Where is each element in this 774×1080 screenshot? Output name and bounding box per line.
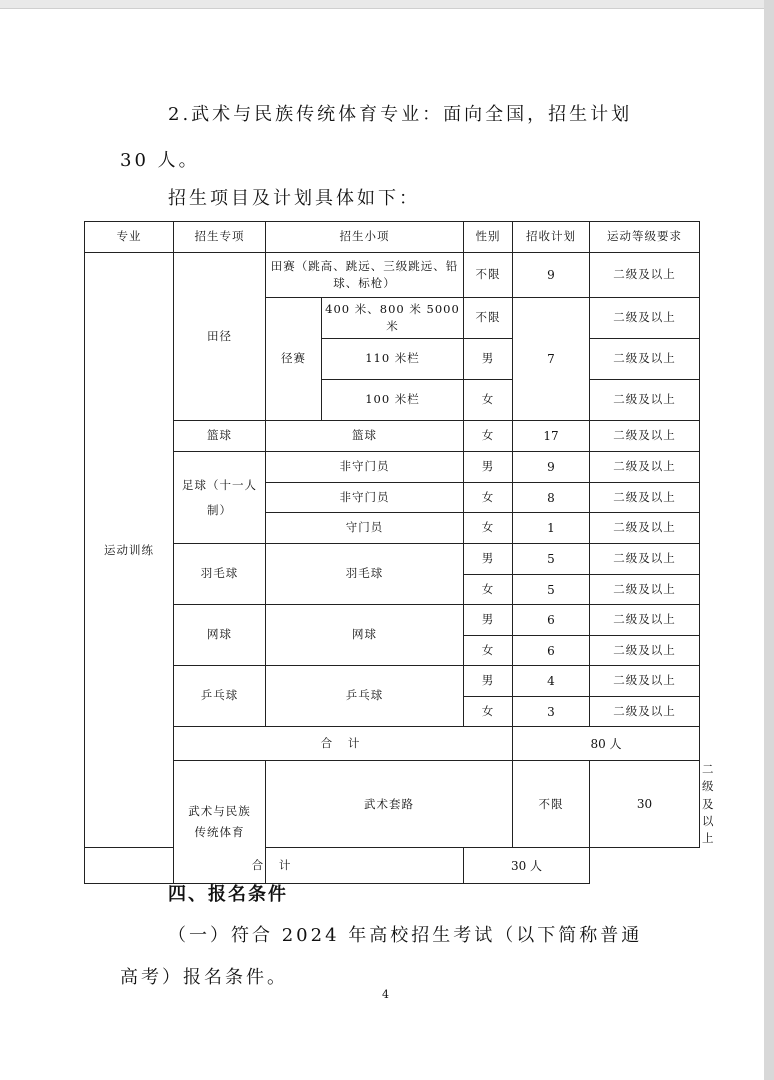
plan-cell: 5: [513, 544, 590, 575]
plan-cell: 3: [513, 697, 590, 727]
major-wushu-cell: 武术与民族传统体育: [174, 761, 266, 884]
event-cell: 网球: [266, 605, 464, 666]
header-gender: 性别: [464, 222, 513, 253]
track-100-event: 100 米栏: [322, 380, 464, 421]
gender-cell: 男: [464, 339, 513, 380]
gender-cell: 女: [464, 380, 513, 421]
event-cell: 武术套路: [266, 761, 513, 848]
gender-cell: 男: [464, 452, 513, 483]
requirement-cell: 二级及以上: [590, 253, 700, 298]
requirement-cell: 二级及以上: [590, 421, 700, 452]
plan-cell: 4: [513, 666, 590, 697]
table-row: [85, 544, 700, 575]
requirement-cell: 二级及以上: [590, 380, 700, 421]
table-row: 武术与民族传统体育 武术套路 不限 30 二级及以上: [85, 761, 700, 848]
gender-cell: 不限: [513, 761, 590, 848]
intro-line-1: 2.武术与民族传统体育专业：面向全国，招生计划: [168, 104, 633, 125]
gender-cell: 男: [464, 544, 513, 575]
table-row: [85, 452, 700, 483]
header-plan: 招收计划: [513, 222, 590, 253]
gender-cell: 不限: [464, 253, 513, 298]
header-event: 招生小项: [266, 222, 464, 253]
gender-cell: 不限: [464, 298, 513, 339]
plan-cell: 6: [513, 636, 590, 666]
requirement-cell: 二级及以上: [590, 666, 700, 697]
header-sport: 招生专项: [174, 222, 266, 253]
plan-cell: 30: [590, 761, 700, 848]
requirement-cell: 二级及以上: [590, 575, 700, 605]
track-jump-event: 田赛（跳高、跳远、三级跳远、铅球、标枪）: [266, 253, 464, 298]
requirement-cell: 二级及以上: [590, 483, 700, 513]
enrollment-plan-table: [84, 221, 715, 884]
subtotal-row: [85, 727, 700, 761]
requirement-cell: 二级及以上: [590, 636, 700, 666]
requirement-cell: 二级及以上: [590, 339, 700, 380]
gender-cell: 女: [464, 513, 513, 544]
subtotal-value: 80 人: [513, 727, 700, 761]
requirement-cell: 二级及以上: [590, 513, 700, 544]
section-4-line-1: （一）符合 2024 年高校招生考试（以下简称普通: [168, 925, 643, 946]
plan-cell: 6: [513, 605, 590, 636]
event-cell: 篮球: [266, 421, 464, 452]
gender-cell: 女: [464, 483, 513, 513]
major-training-cell: 运动训练: [85, 253, 174, 848]
event-cell: 非守门员: [266, 483, 464, 513]
plan-cell: 17: [513, 421, 590, 452]
gender-cell: 女: [464, 636, 513, 666]
track-mid-event: 400 米、800 米 5000 米: [322, 298, 464, 339]
gender-cell: 男: [464, 666, 513, 697]
plan-cell: 8: [513, 483, 590, 513]
sport-track-cell: 田径: [174, 253, 266, 421]
table-row: [85, 605, 700, 636]
table-row: [85, 421, 700, 452]
total-value: 30 人: [464, 848, 590, 884]
table-header-row: [85, 222, 700, 253]
section-4-heading: 四、报名条件: [168, 884, 288, 905]
table-row: [85, 666, 700, 697]
event-cell: 羽毛球: [266, 544, 464, 605]
track-run-group-cell: 径赛: [266, 298, 322, 421]
header-requirement: 运动等级要求: [590, 222, 700, 253]
sport-basketball-cell: 篮球: [174, 421, 266, 452]
gender-cell: 女: [464, 575, 513, 605]
sport-pingpong-cell: 乒乓球: [174, 666, 266, 727]
requirement-cell: 二级及以上: [590, 452, 700, 483]
event-cell: 非守门员: [266, 452, 464, 483]
intro-line-3: 招生项目及计划具体如下：: [168, 188, 420, 209]
window-right-border: [764, 0, 774, 1080]
requirement-cell: 二级及以上: [590, 697, 700, 727]
table-row: [85, 253, 700, 298]
sport-tennis-cell: 网球: [174, 605, 266, 666]
sport-badminton-cell: 羽毛球: [174, 544, 266, 605]
plan-cell: 5: [513, 575, 590, 605]
track-110-event: 110 米栏: [322, 339, 464, 380]
page-number: 4: [382, 988, 389, 1001]
total-row: [85, 848, 700, 884]
gender-cell: 女: [464, 421, 513, 452]
requirement-cell: 二级及以上: [590, 298, 700, 339]
gender-cell: 女: [464, 697, 513, 727]
plan-cell: 1: [513, 513, 590, 544]
header-major: 专业: [85, 222, 174, 253]
requirement-cell: 二级及以上: [590, 544, 700, 575]
plan-cell: 9: [513, 452, 590, 483]
event-cell: 乒乓球: [266, 666, 464, 727]
requirement-cell: 二级及以上: [590, 605, 700, 636]
sport-football-cell: 足球（十一人制）: [174, 452, 266, 544]
subtotal-label: 合 计: [174, 727, 513, 761]
section-4-line-2: 高考）报名条件。: [120, 967, 288, 988]
intro-line-2: 30 人。: [120, 150, 200, 171]
window-top-border: [0, 0, 774, 9]
plan-cell: 7: [513, 298, 590, 421]
total-label: 合 计: [85, 848, 464, 884]
plan-cell: 9: [513, 253, 590, 298]
event-cell: 守门员: [266, 513, 464, 544]
gender-cell: 男: [464, 605, 513, 636]
